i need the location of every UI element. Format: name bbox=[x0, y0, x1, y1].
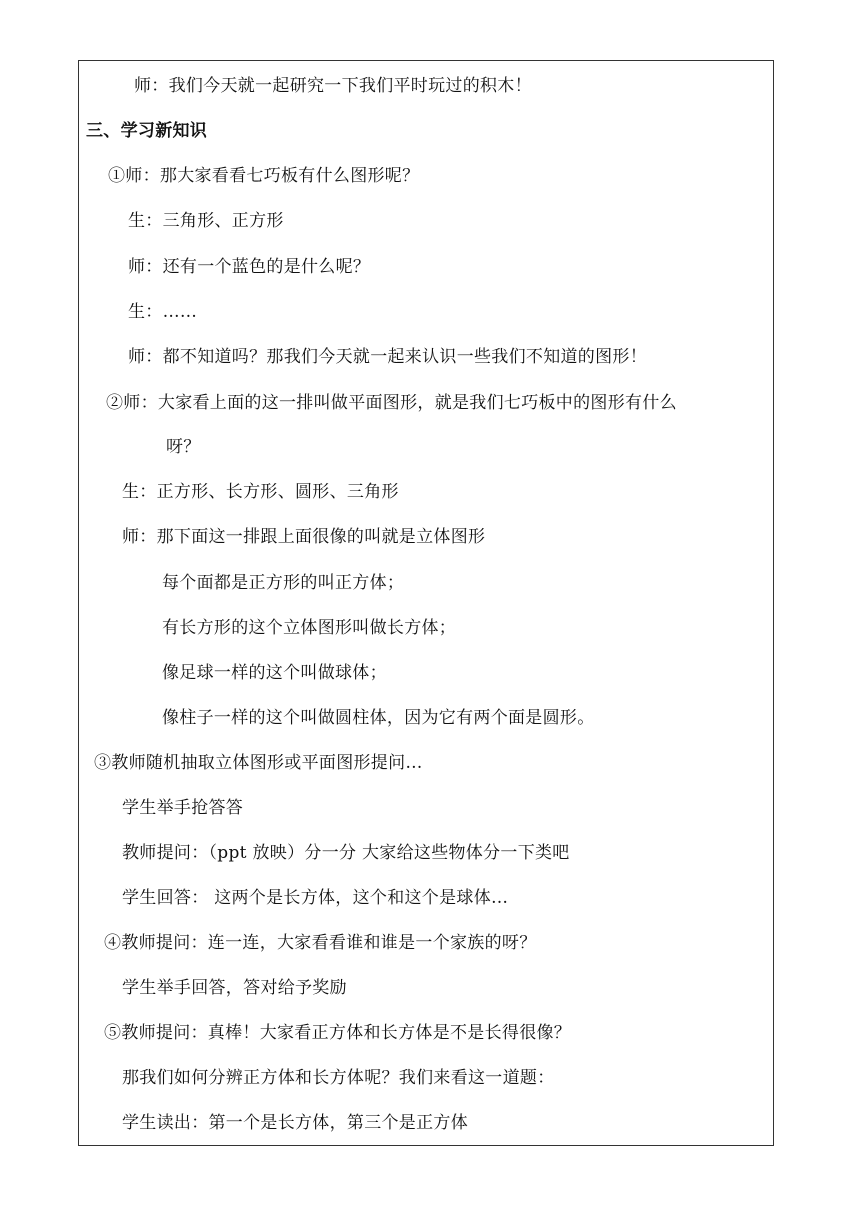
text-line: 像柱子一样的这个叫做圆柱体，因为它有两个面是圆形。 bbox=[162, 708, 595, 728]
text-line: 学生读出：第一个是长方体，第三个是正方体 bbox=[122, 1113, 468, 1133]
text-line: 有长方形的这个立体图形叫做长方体； bbox=[162, 618, 457, 638]
text-line: 生：正方形、长方形、圆形、三角形 bbox=[122, 482, 399, 502]
text-line: ④教师提问：连一连，大家看看谁和谁是一个家族的呀？ bbox=[104, 933, 537, 953]
text-line: ②师：大家看上面的这一排叫做平面图形，就是我们七巧板中的图形有什么 bbox=[106, 393, 677, 413]
text-line: 师：都不知道吗？那我们今天就一起来认识一些我们不知道的图形！ bbox=[128, 347, 647, 367]
text-line: 学生举手抢答答 bbox=[122, 798, 244, 818]
text-line: 教师提问：（ppt 放映）分一分 大家给这些物体分一下类吧 bbox=[122, 843, 570, 863]
text-line: 师：我们今天就一起研究一下我们平时玩过的积木！ bbox=[134, 76, 532, 96]
text-line: 每个面都是正方形的叫正方体； bbox=[162, 573, 405, 593]
text-line: 像足球一样的这个叫做球体； bbox=[162, 663, 387, 683]
text-line: 师：还有一个蓝色的是什么呢？ bbox=[128, 257, 371, 277]
text-line: 生：三角形、正方形 bbox=[128, 211, 284, 231]
section-heading: 三、学习新知识 bbox=[86, 121, 208, 141]
text-line: ⑤教师提问：真棒！大家看正方体和长方体是不是长得很像？ bbox=[104, 1023, 572, 1043]
text-line: ③教师随机抽取立体图形或平面图形提问… bbox=[94, 753, 423, 773]
text-line: 学生回答： 这两个是长方体，这个和这个是球体… bbox=[122, 888, 509, 908]
text-line: ①师：那大家看看七巧板有什么图形呢？ bbox=[108, 166, 420, 186]
text-line: 师：那下面这一排跟上面很像的叫就是立体图形 bbox=[122, 527, 486, 547]
text-line: 生：…… bbox=[128, 302, 198, 322]
text-line: 呀？ bbox=[166, 437, 201, 457]
text-line: 学生举手回答，答对给予奖励 bbox=[122, 978, 347, 998]
text-line: 那我们如何分辨正方体和长方体呢？我们来看这一道题： bbox=[122, 1068, 555, 1088]
